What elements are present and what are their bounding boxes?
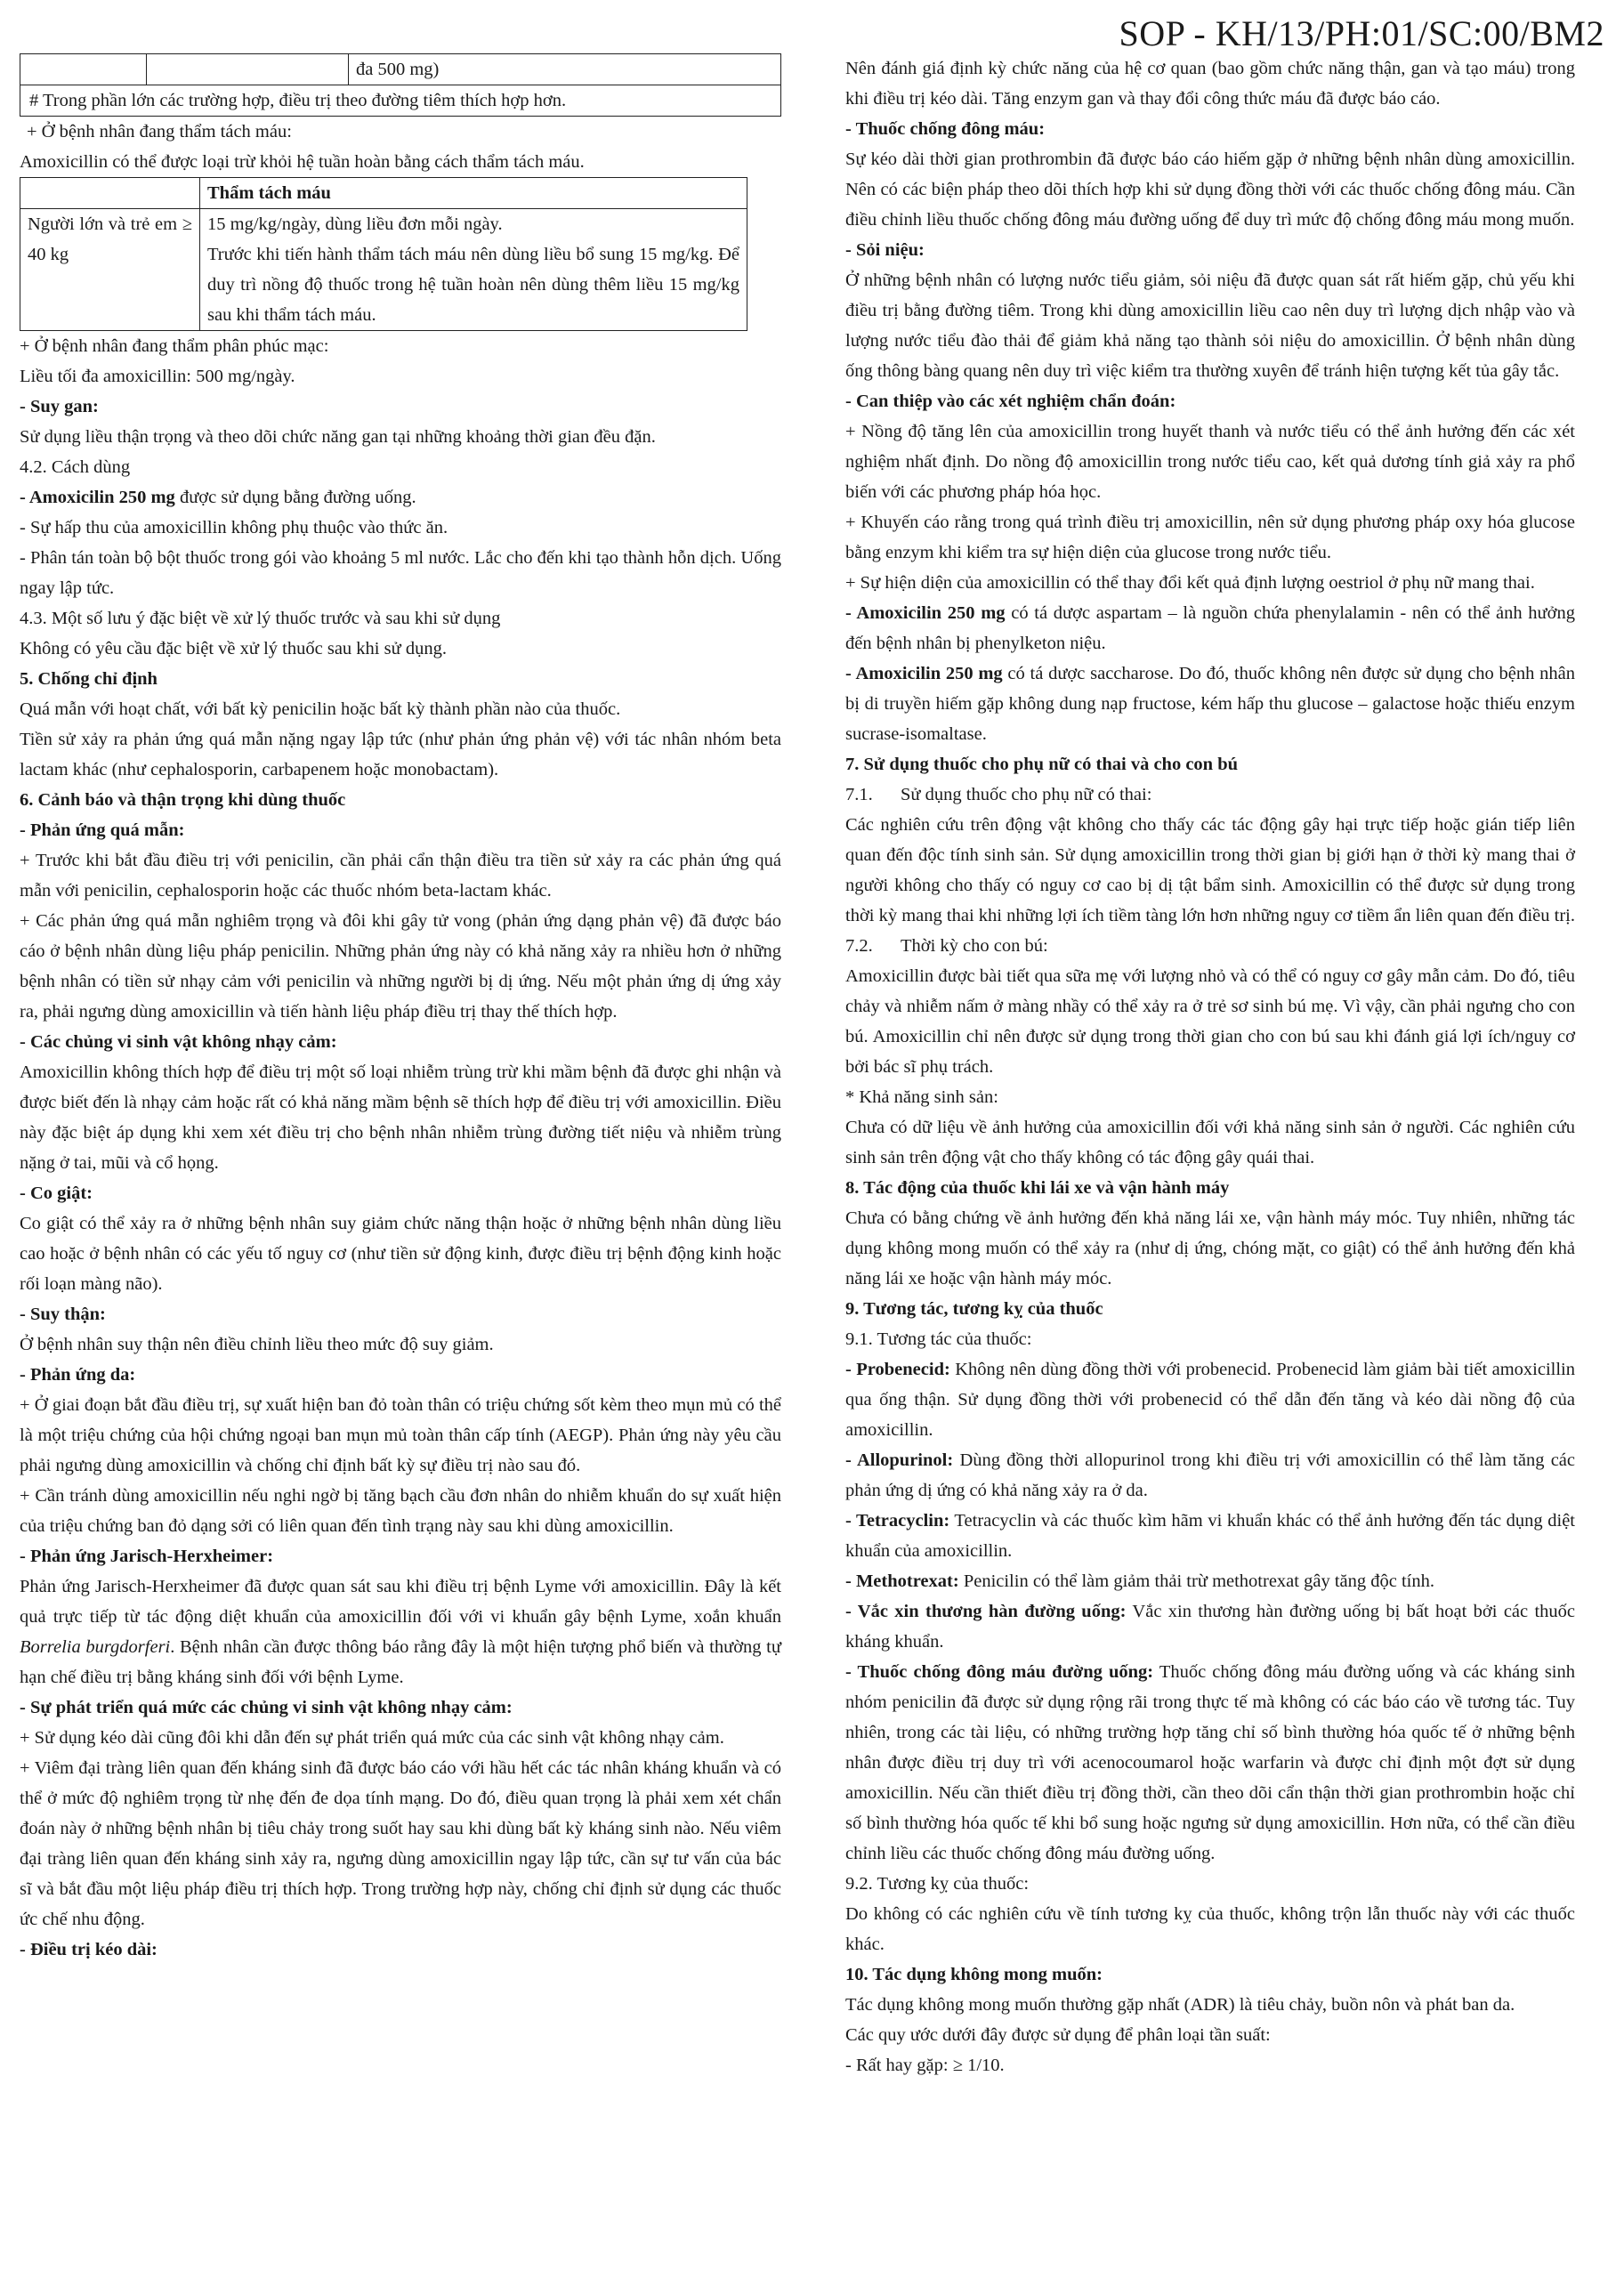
paragraph: + Ở bệnh nhân đang thẩm tách máu: xyxy=(27,122,292,141)
paragraph: + Cần tránh dùng amoxicillin nếu nghi ngờ bị tăng bạch cầu đơn nhân do nhiễm khuẩn do sự xuất hiện của triệu chứng ban đỏ dạng sởi có liên quan đến tình trạng này sau khi dùng amoxicillin. xyxy=(20,1486,781,1536)
paragraph xyxy=(845,1566,1575,1596)
bold-drug-name: - Thuốc chống đông máu đường uống: xyxy=(845,1662,1154,1682)
section-heading-adverse-effects: 10. Tác dụng không mong muốn: xyxy=(845,1965,1103,1984)
bold-drug-name: - Tetracyclin: xyxy=(845,1511,950,1531)
table-cell-empty-1 xyxy=(20,54,147,85)
text: Sử dụng thuốc cho phụ nữ có thai: xyxy=(901,785,1152,804)
section-heading-interactions: 9. Tương tác, tương kỵ của thuốc xyxy=(845,1299,1103,1319)
bold-drug-name: - Amoxicilin 250 mg xyxy=(20,488,175,507)
paragraph: Sự kéo dài thời gian prothrombin đã được báo cáo hiếm gặp ở những bệnh nhân dùng amoxicillin. Nên có các biện pháp theo dõi thích hợp khi sử dụng đồng thời với các thuốc chống đông máu. Cần điều chỉnh liều thuốc chống đông máu đường uống để duy trì mức độ chống đông máu mong muốn. xyxy=(845,149,1575,230)
paragraph: Chưa có bằng chứng về ảnh hưởng đến khả năng lái xe, vận hành máy móc. Tuy nhiên, những tác dụng không mong muốn có thể xảy ra (như dị ứng, chóng mặt, co giật) có thể ảnh hưởng đến khả năng lái xe hoặc vận hành máy móc. xyxy=(845,1208,1575,1288)
text: Thuốc chống đông máu đường uống và các kháng sinh nhóm penicilin đã được sử dụng rộng rãi trong thực tế mà không có các báo cáo về tương tác. Tuy nhiên, trong các tài liệu, có những trường hợp tăng chỉ số bình thường hóa quốc tế ở những bệnh nhân được điều trị duy trì với acenocoumarol hoặc warfarin và được chỉ định một đợt sử dụng amoxicillin. Nếu cần thiết điều trị đồng thời, cần theo dõi cẩn thận thời gian prothrombin hoặc chỉ số bình thường hóa quốc tế khi bổ sung hoặc ngưng sử dụng amoxicillin. Hơn nữa, có thể cần điều chỉnh liều các thuốc chống đông máu đường uống. xyxy=(845,1662,1576,1863)
dialysis-row-label: Người lớn và trẻ em ≥ 40 kg xyxy=(20,209,200,331)
paragraph: Nên đánh giá định kỳ chức năng của hệ cơ quan (bao gồm chức năng thận, gan và tạo máu) trong khi điều trị kéo dài. Tăng enzym gan và thay đổi công thức máu đã được báo cáo. xyxy=(845,59,1575,109)
subheading: - Phản ứng Jarisch-Herxheimer: xyxy=(20,1547,274,1566)
table-cell-empty xyxy=(20,178,200,209)
paragraph: Các nghiên cứu trên động vật không cho thấy các tác động gây hại trực tiếp hoặc gián tiếp liên quan đến độc tính sinh sản. Sử dụng amoxicillin trong thời gian bị giới hạn ở thời kỳ mang thai ở người không cho thấy có nguy cơ cao bị dị tật bẩm sinh. Amoxicillin có thể được sử dụng trong thời kỳ mang thai khi những lợi ích tiềm tàng lớn hơn những nguy cơ tiềm ẩn liên quan đến điều trị. xyxy=(845,815,1575,925)
paragraph: Các quy ước dưới đây được sử dụng để phân loại tần suất: xyxy=(845,2025,1271,2045)
paragraph: * Khả năng sinh sản: xyxy=(845,1087,998,1107)
subheading: - Phản ứng quá mẫn: xyxy=(20,820,185,840)
paragraph: Amoxicillin được bài tiết qua sữa mẹ với lượng nhỏ và có thể có nguy cơ gây mẫn cảm. Do đó, tiêu chảy và nhiễm nấm ở màng nhầy có thể xảy ra ở trẻ sơ sinh bú mẹ. Vì vậy, cần phải ngưng cho con bú. Amoxicillin chỉ nên được sử dụng trong thời gian cho con bú sau khi đánh giá lợi ích/nguy cơ bởi bác sĩ phụ trách. xyxy=(845,966,1575,1077)
paragraph: Do không có các nghiên cứu về tính tương kỵ của thuốc, không trộn lẫn thuốc này với các thuốc khác. xyxy=(845,1904,1575,1954)
bold-drug-name: - Allopurinol: xyxy=(845,1450,954,1470)
left-column xyxy=(20,53,781,1965)
paragraph: 9.2. Tương kỵ của thuốc: xyxy=(845,1874,1030,1894)
subheading-usage: 4.2. Cách dùng xyxy=(20,457,131,477)
paragraph: Tác dụng không mong muốn thường gặp nhất (ADR) là tiêu chảy, buồn nôn và phát ban da. xyxy=(845,1995,1515,2015)
subheading: - Suy thận: xyxy=(20,1305,106,1324)
bold-drug-name: - Methotrexat: xyxy=(845,1571,959,1591)
section-heading-warnings: 6. Cảnh báo và thận trọng khi dùng thuốc xyxy=(20,790,346,810)
paragraph: + Các phản ứng quá mẫn nghiêm trọng và đôi khi gây tử vong (phản ứng dạng phản vệ) đã được báo cáo ở bệnh nhân dùng liệu pháp penicilin. Những phản ứng này có khả năng xảy ra nhiều hơn ở những bệnh nhân có tiền sử nhạy cảm với penicilin và những người bị dị ứng. Nếu một phản ứng dị ứng xảy ra, phải ngưng dùng amoxicillin và tiến hành liệu pháp điều trị thay thế thích hợp. xyxy=(20,911,781,1022)
paragraph xyxy=(845,931,1575,961)
paragraph: Liều tối đa amoxicillin: 500 mg/ngày. xyxy=(20,367,295,386)
bold-drug-name: - Amoxicilin 250 mg xyxy=(845,664,1003,683)
paragraph xyxy=(845,598,1575,658)
subheading: - Sỏi niệu: xyxy=(845,240,925,260)
section-heading-pregnancy: 7. Sử dụng thuốc cho phụ nữ có thai và cho con bú xyxy=(845,755,1238,774)
text: có tá dược saccharose. Do đó, thuốc không nên được sử dụng cho bệnh nhân bị di truyền hiếm gặp không dung nạp fructose, kém hấp thu glucose – galactose hoặc thiếu enzym sucrase-isomaltase. xyxy=(845,664,1576,744)
paragraph: + Trước khi bắt đầu điều trị với penicilin, cần phải cẩn thận điều tra tiền sử xảy ra các phản ứng quá mẫn với penicilin, cephalosporin hoặc các thuốc nhóm beta-lactam khác. xyxy=(20,851,781,901)
text: được sử dụng bằng đường uống. xyxy=(174,488,416,507)
subheading: - Can thiệp vào các xét nghiệm chẩn đoán: xyxy=(845,392,1176,411)
dialysis-table xyxy=(20,177,747,331)
section-heading-driving: 8. Tác động của thuốc khi lái xe và vận hành máy xyxy=(845,1178,1230,1198)
paragraph xyxy=(845,1657,1575,1869)
paragraph: Amoxicillin không thích hợp để điều trị một số loại nhiễm trùng trừ khi mầm bệnh đã được ghi nhận và được biết đến là nhạy cảm hoặc rất có khả năng mầm bệnh sẽ thích hợp để điều trị với amoxicillin. Điều này đặc biệt áp dụng khi xem xét điều trị cho bệnh nhân nhiễm trùng đường tiết niệu và nhiễm trùng nặng ở tai, mũi và cổ họng. xyxy=(20,1062,781,1173)
table-cell-empty-2 xyxy=(147,54,349,85)
dosage-table-continued xyxy=(20,53,781,85)
paragraph: + Nồng độ tăng lên của amoxicillin trong huyết thanh và nước tiểu có thể ảnh hưởng đến các xét nghiệm nhất định. Do nồng độ amoxicillin trong nước tiểu cao, kết quả dương tính giả xảy ra phổ biến với các phương pháp hóa học. xyxy=(845,422,1575,502)
paragraph: Ở bệnh nhân suy thận nên điều chỉnh liều theo mức độ suy giảm. xyxy=(20,1335,494,1354)
subheading: - Các chủng vi sinh vật không nhạy cảm: xyxy=(20,1032,337,1052)
paragraph: Amoxicillin có thể được loại trừ khỏi hệ tuần hoàn bằng cách thẩm tách máu. xyxy=(20,152,585,172)
dialysis-table-header: Thẩm tách máu xyxy=(200,178,747,209)
paragraph: Quá mẫn với hoạt chất, với bất kỳ penicilin hoặc bất kỳ thành phần nào của thuốc. xyxy=(20,699,621,719)
item-number: 7.2. xyxy=(845,936,873,956)
right-column xyxy=(845,53,1575,2080)
text: Không nên dùng đồng thời với probenecid. Probenecid làm giảm bài tiết amoxicillin qua ống thận. Sử dụng đồng thời với probenecid có thể dẫn đến tăng và kéo dài nồng độ của amoxicillin. xyxy=(845,1360,1575,1440)
subheading: - Thuốc chống đông máu: xyxy=(845,119,1046,139)
table-footnote: # Trong phần lớn các trường hợp, điều trị theo đường tiêm thích hợp hơn. xyxy=(20,85,781,117)
paragraph xyxy=(20,1571,781,1692)
paragraph xyxy=(845,780,1575,810)
paragraph: Chưa có dữ liệu về ảnh hưởng của amoxicillin đối với khả năng sinh sản ở người. Các nghiên cứu sinh sản trên động vật cho thấy không có tác động gây quái thai. xyxy=(845,1118,1575,1167)
paragraph xyxy=(845,1596,1575,1657)
paragraph: Không có yêu cầu đặc biệt về xử lý thuốc sau khi sử dụng. xyxy=(20,639,447,658)
subheading: - Điều trị kéo dài: xyxy=(20,1940,158,1959)
table-cell-max-dose: đa 500 mg) xyxy=(349,54,781,85)
dialysis-dose-cell xyxy=(200,209,747,331)
text: có tá dược aspartam – là nguồn chứa phenylalamin - nên có thể ảnh hưởng đến bệnh nhân bị phenylketon niệu. xyxy=(845,603,1575,653)
dialysis-dose-instructions: Trước khi tiến hành thẩm tách máu nên dùng liều bổ sung 15 mg/kg. Để duy trì nồng độ thuốc trong hệ tuần hoàn nên dùng thêm liều 15 mg/kg sau khi thẩm tách máu. xyxy=(207,245,739,325)
paragraph: Sử dụng liều thận trọng và theo dõi chức năng gan tại những khoảng thời gian đều đặn. xyxy=(20,427,656,447)
document-code-header: SOP - KH/13/PH:01/SC:00/BM2 xyxy=(1119,13,1604,53)
paragraph: - Phân tán toàn bộ bột thuốc trong gói vào khoảng 5 ml nước. Lắc cho đến khi tạo thành hỗn dịch. Uống ngay lập tức. xyxy=(20,548,781,598)
paragraph xyxy=(845,1506,1575,1566)
text: Thời kỳ cho con bú: xyxy=(901,936,1048,956)
paragraph: + Ở giai đoạn bắt đầu điều trị, sự xuất hiện ban đỏ toàn thân có triệu chứng sốt kèm theo mụn mủ có thể là một triệu chứng của hội chứng ngoại ban mụn mủ toàn thân cấp tính (AEGP). Phản ứng này yêu cầu phải ngưng dùng amoxicillin và chống chỉ định bất kỳ sự điều trị nào sau đó. xyxy=(20,1395,781,1475)
paragraph: Co giật có thể xảy ra ở những bệnh nhân suy giảm chức năng thận hoặc ở những bệnh nhân dùng liều cao hoặc ở bệnh nhân có các yếu tố nguy cơ (như tiền sử động kinh, được điều trị bệnh động kinh hoặc rối loạn màng não). xyxy=(20,1214,781,1294)
paragraph: + Viêm đại tràng liên quan đến kháng sinh đã được báo cáo với hầu hết các tác nhân kháng khuẩn và có thể ở mức độ nghiêm trọng từ nhẹ đến đe dọa tính mạng. Do đó, điều quan trọng là phải xem xét chẩn đoán này ở những bệnh nhân bị tiêu chảy trong suốt hay sau khi dùng bất kỳ kháng sinh nào. Nếu viêm đại tràng liên quan đến kháng sinh xảy ra, ngưng dùng amoxicillin ngay lập tức, cần sự tư vấn của bác sĩ và bắt đầu một liệu pháp điều trị thích hợp. Trong trường hợp này, chống chỉ định sử dụng các thuốc ức chế nhu động. xyxy=(20,1758,781,1929)
subheading: - Sự phát triển quá mức các chủng vi sinh vật không nhạy cảm: xyxy=(20,1698,513,1717)
subheading-liver: - Suy gan: xyxy=(20,397,99,416)
paragraph: - Sự hấp thu của amoxicillin không phụ thuộc vào thức ăn. xyxy=(20,518,448,537)
bold-drug-name: - Amoxicilin 250 mg xyxy=(845,603,1006,623)
paragraph: 4.3. Một số lưu ý đặc biệt về xử lý thuốc trước và sau khi sử dụng xyxy=(20,609,501,628)
bold-drug-name: - Vắc xin thương hàn đường uống: xyxy=(845,1602,1127,1621)
paragraph: + Ở bệnh nhân đang thẩm phân phúc mạc: xyxy=(20,336,329,356)
text: Phản ứng Jarisch-Herxheimer đã được quan sát sau khi điều trị bệnh Lyme với amoxicillin. Đây là kết quả trực tiếp từ tác động diệt khuẩn của amoxicillin đối với vi khuẩn gây bệnh Lyme, xoắn khuẩn xyxy=(20,1577,781,1627)
paragraph: + Sự hiện diện của amoxicillin có thể thay đổi kết quả định lượng oestriol ở phụ nữ mang thai. xyxy=(845,573,1535,593)
paragraph xyxy=(20,482,781,513)
subheading: - Co giật: xyxy=(20,1183,93,1203)
text: Penicilin có thể làm giảm thải trừ methotrexat gây tăng độc tính. xyxy=(958,1571,1434,1591)
paragraph xyxy=(845,658,1575,749)
paragraph: 9.1. Tương tác của thuốc: xyxy=(845,1329,1032,1349)
section-heading-contraindications: 5. Chống chỉ định xyxy=(20,669,158,689)
dialysis-dose-line: 15 mg/kg/ngày, dùng liều đơn mỗi ngày. xyxy=(207,214,503,234)
bold-drug-name: - Probenecid: xyxy=(845,1360,950,1379)
paragraph: Ở những bệnh nhân có lượng nước tiểu giảm, sỏi niệu đã được quan sát rất hiếm gặp, chủ yếu khi điều trị bằng đường tiêm. Trong khi dùng amoxicillin liều cao nên duy trì lượng dịch nhập vào và lượng nước tiểu đào thải để giảm khả năng tạo thành sỏi niệu do amoxicillin. Ở bệnh nhân dùng ống thông bàng quang nên duy trì việc kiểm tra thường xuyên để tránh hiện tượng kết tủa gây tắc. xyxy=(845,271,1575,381)
subheading: - Phản ứng da: xyxy=(20,1365,136,1385)
paragraph: Tiền sử xảy ra phản ứng quá mẫn nặng ngay lập tức (như phản ứng phản vệ) với tác nhân nhóm beta lactam khác (như cephalosporin, carbapenem hoặc monobactam). xyxy=(20,730,781,780)
text: Dùng đồng thời allopurinol trong khi điều trị với amoxicillin có thể làm tăng các phản ứng dị ứng có khả năng xảy ra ở da. xyxy=(845,1450,1575,1500)
paragraph xyxy=(845,1354,1575,1445)
text: . Bệnh nhân cần được thông báo rằng đây là một hiện tượng phổ biến và thường tự hạn chế điều trị bằng kháng sinh đối với bệnh Lyme. xyxy=(20,1637,781,1687)
paragraph: + Sử dụng kéo dài cũng đôi khi dẫn đến sự phát triển quá mức của các sinh vật không nhạy cảm. xyxy=(20,1728,724,1748)
paragraph xyxy=(845,1445,1575,1506)
paragraph: + Khuyến cáo rằng trong quá trình điều trị amoxicillin, nên sử dụng phương pháp oxy hóa glucose bằng enzym khi kiểm tra sự hiện diện của glucose trong nước tiểu. xyxy=(845,513,1575,562)
item-number: 7.1. xyxy=(845,785,873,804)
text: Tetracyclin và các thuốc kìm hãm vi khuẩn khác có thể ảnh hưởng đến tác dụng diệt khuẩn của amoxicillin. xyxy=(845,1511,1576,1561)
text: Vắc xin thương hàn đường uống bị bất hoạt bởi các thuốc kháng khuẩn. xyxy=(845,1602,1575,1652)
italic-species-name: Borrelia burgdorferi xyxy=(20,1637,171,1657)
paragraph: - Rất hay gặp: ≥ 1/10. xyxy=(845,2056,1005,2075)
